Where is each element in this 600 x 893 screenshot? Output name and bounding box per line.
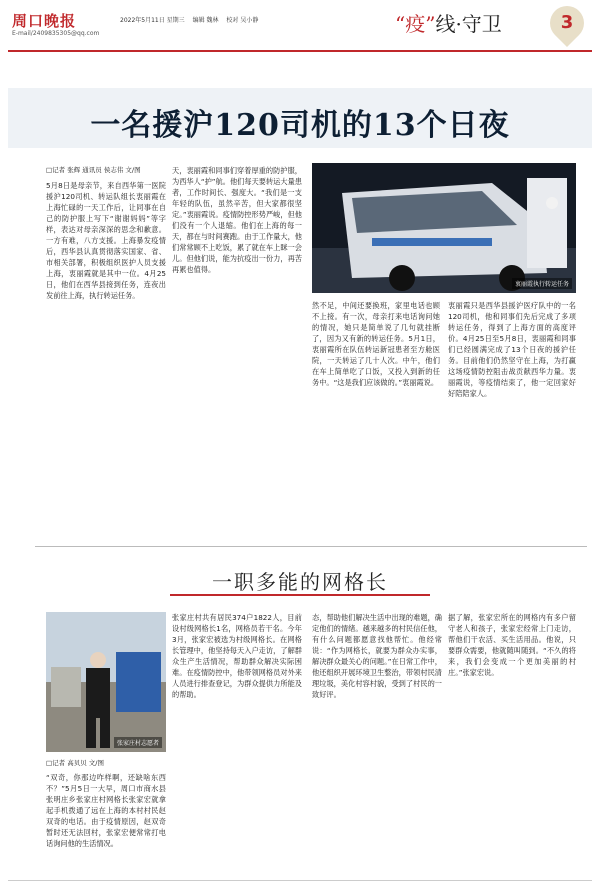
article2-column-3: 态，帮助他们解决生活中出现的难题，确定他们的情绪。越来越多的村民信任他，有什么问题都愿意找他帮忙。他经常说：“作为网格长，就要为群众办实事，解决群众最关心的问题。”在日常工作中，他还组织开展环境卫生整治，带领村民清理垃圾，美化村容村貌，受到了村民的一致好评。 bbox=[312, 613, 442, 699]
volunteer-photo bbox=[46, 612, 166, 752]
section-title-text: 线·守卫 bbox=[435, 12, 502, 36]
article2-column-2: 张家庄村共有居民374户1822人，目前设村级网格长1名，网格员若干名。今年3月，张家宏被选为村级网格长。在网格长管理中，他坚持每天入户走访，了解群众生产生活情况，帮助群众解决实际困难。在疫情防控中，他带领网格员对外来人员进行排查登记，为群众提供力所能及的帮助。 bbox=[172, 613, 302, 699]
header-rule bbox=[8, 50, 592, 52]
article2-byline: □记者 高贝贝 文/图 bbox=[46, 759, 104, 767]
article1-column-1: 5月8日是母亲节，来自西华第一医院援沪120司机、转运队组长衷丽霞在上海忙碌的一天工作后，让同事在自己的防护服上写下“谢谢妈妈”等字样，表达对母亲深深的思念和歉意。一方有难，八方支援。上海暴发疫情后，西华县认真贯彻落实国家、省、市相关部署，积极组织医护人员支援上海，衷丽霞就是其中一位。4月25日，他们在西华县接到任务，连夜出发前往上海，执行转运任务。 bbox=[46, 181, 166, 300]
article2-column-1: “双奇，你那边咋样啊，还缺啥东西不？”5月5日一大早，周口市商水县张明庄乡张家庄村网格长张家宏就拿起手机拨通了远在上海的本村村民赵双奇的电话。由于疫情原因，赵双奇暂时还无法回村，张家宏便常常打电话询问他的生活情况。 bbox=[46, 773, 166, 848]
article2-photo-caption: 张家庄村志愿者 bbox=[114, 737, 162, 748]
section-title-highlight: “疫” bbox=[395, 12, 436, 36]
newspaper-logo: 周口晚报 bbox=[12, 12, 77, 30]
dateline bbox=[120, 16, 264, 26]
article2-headline-rule bbox=[170, 594, 430, 596]
page-number: 3 bbox=[560, 12, 574, 33]
article2-photo bbox=[46, 612, 166, 752]
ambulance-night-photo bbox=[312, 163, 576, 293]
article1-photo-caption: 衷丽霞执行转运任务 bbox=[512, 278, 572, 289]
proof-credit: 校对 吴小静 bbox=[226, 17, 259, 24]
editor-credit: 编辑 魏林 bbox=[192, 17, 219, 24]
masthead-email: E-mail/2409835305@qq.com bbox=[12, 30, 100, 37]
issue-date: 2022年5月11日 星期三 bbox=[120, 17, 185, 24]
article1-headline: 一名援沪120司机的13个日夜 bbox=[90, 108, 510, 143]
article1-byline: □记者 张辉 通讯员 侯志伟 文/图 bbox=[46, 166, 141, 174]
article1-column-2: 天，衷丽霞和同事们穿着厚重的防护服，为西华人“护”航。他们每天要转运大量患者，工作时间长、强度大。“我们是一支年轻的队伍，虽然辛苦，但大家都很坚定。”衷丽霞说。疫情防控形势严峻，但他们没有一个人退缩。他们在上海的每一天，都在与时间赛跑。由于工作量大，他们常常顾不上吃饭，累了就在车上眯一会儿。但他们说，能为抗疫出一份力，再苦再累也值得。 bbox=[172, 166, 302, 274]
article1-column-4: 衷丽霞只是西华县援沪医疗队中的一名120司机，他和同事们先后完成了多项转运任务，得到了上海方面的高度评价。4月25日至5月8日，衷丽霞和同事们已经圆满完成了13个日夜的援沪任务。目前他们仍然坚守在上海，为打赢这场疫情防控阻击战贡献西华力量。衷丽霞说，等疫情结束了，他一定回家好好陪陪家人。 bbox=[448, 301, 576, 398]
article1-photo bbox=[312, 163, 576, 293]
article1-column-3: 然不足，中间还要换班，家里电话也顾不上接。有一次，母亲打来电话询问她的情况，她只是简单说了几句就挂断了，因为又有新的转运任务。5月1日，衷丽霞所在队伍转运新冠患者至方舱医院，一天转运了几十人次。中午，他们在车上简单吃了口饭，又投入到新的任务中。“这是我们应该做的。”衷丽霞说。 bbox=[312, 301, 440, 387]
article2-headline: 一职多能的网格长 bbox=[212, 570, 388, 594]
article2-column-4: 据了解，张家宏所在的网格内有多户留守老人和孩子，张家宏经常上门走访，帮他们干农活、买生活用品。他说，只要群众需要，他就随叫随到。“不久的将来，我们会变成一个更加美丽的村庄。”张家宏说。 bbox=[448, 613, 576, 677]
footer-rule bbox=[8, 880, 592, 881]
section-title bbox=[395, 8, 502, 37]
section-divider bbox=[35, 546, 587, 547]
